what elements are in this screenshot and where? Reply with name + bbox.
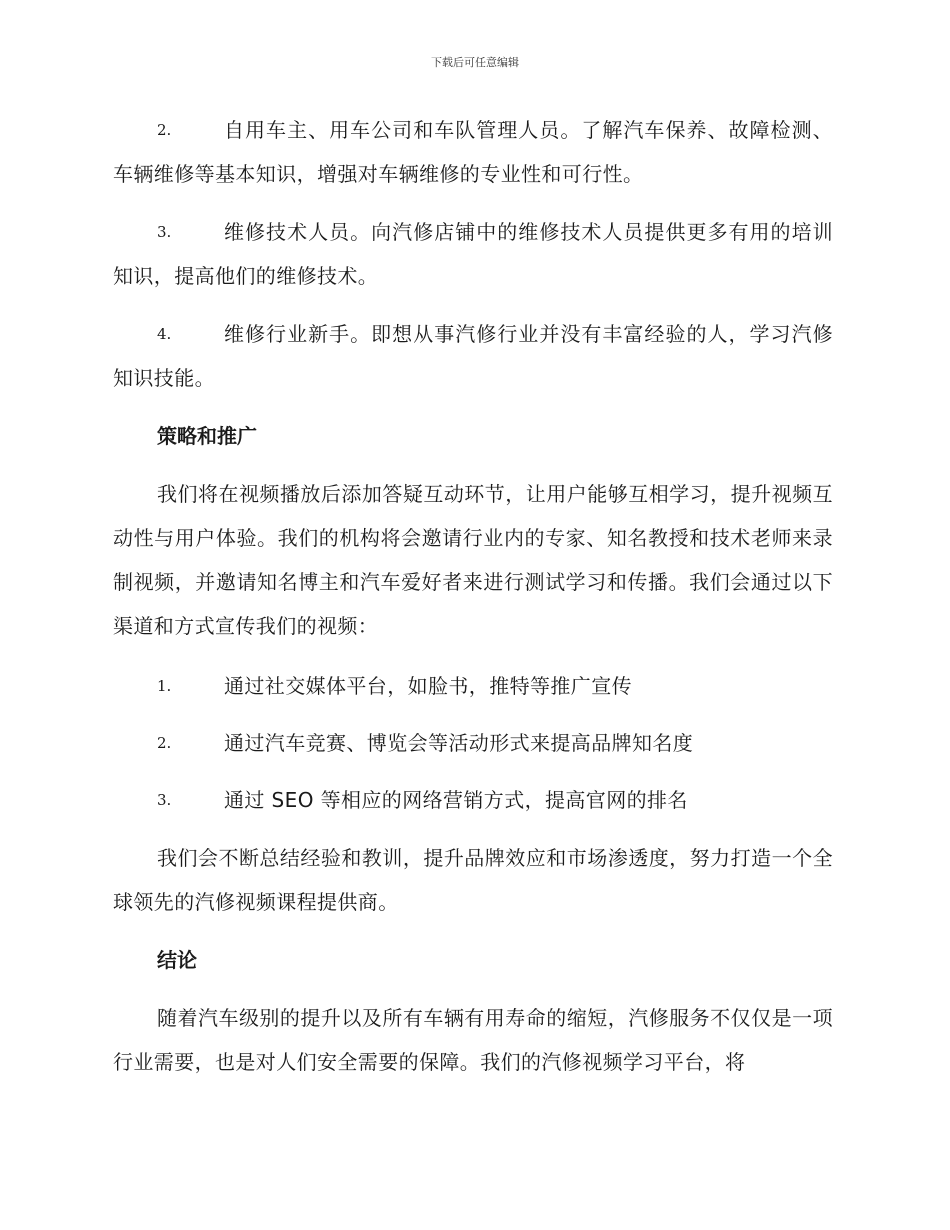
list-text: 维修行业新手。即想从事汽修行业并没有丰富经验的人，学习汽修知识技能。	[113, 322, 833, 390]
header-note: 下载后可任意编辑	[431, 56, 519, 69]
list-text: 自用车主、用车公司和车队管理人员。了解汽车保养、故障检测、车辆维修等基本知识，增强对车辆维修的专业性和可行性。	[113, 118, 833, 186]
list-item	[113, 210, 833, 298]
list-item	[113, 721, 833, 765]
list-item	[113, 664, 833, 708]
list-number: 3.	[157, 223, 172, 241]
section-heading-strategy: 策略和推广	[157, 424, 257, 448]
summary-paragraph: 我们会不断总结经验和教训，提升品牌效应和市场渗透度，努力打造一个全球领先的汽修视频课程提供商。	[113, 846, 833, 914]
list-text: 通过社交媒体平台，如脸书，推特等推广宣传	[224, 674, 632, 698]
list-number: 3.	[157, 791, 172, 809]
strategy-paragraph: 我们将在视频播放后添加答疑互动环节，让用户能够互相学习，提升视频互动性与用户体验。我们的机构将会邀请行业内的专家、知名教授和技术老师来录制视频，并邀请知名博主和汽车爱好者来进行测试学习和传播。我们会通过以下渠道和方式宣传我们的视频：	[113, 482, 833, 638]
list-item	[113, 778, 833, 822]
list-number: 2.	[157, 734, 172, 752]
list-item	[113, 108, 833, 196]
list-number: 4.	[157, 325, 172, 343]
list-text: 通过汽车竞赛、博览会等活动形式来提高品牌知名度	[224, 731, 694, 755]
list-text: 维修技术人员。向汽修店铺中的维修技术人员提供更多有用的培训知识，提高他们的维修技术。	[113, 220, 833, 288]
list-number: 1.	[157, 677, 172, 695]
section-heading-conclusion: 结论	[157, 948, 197, 972]
list-text: 通过 SEO 等相应的网络营销方式，提高官网的排名	[224, 788, 688, 812]
conclusion-paragraph: 随着汽车级别的提升以及所有车辆有用寿命的缩短，汽修服务不仅仅是一项行业需要，也是对人们安全需要的保障。我们的汽修视频学习平台，将	[113, 1006, 833, 1074]
list-number: 2.	[157, 121, 172, 139]
list-item	[113, 312, 833, 400]
